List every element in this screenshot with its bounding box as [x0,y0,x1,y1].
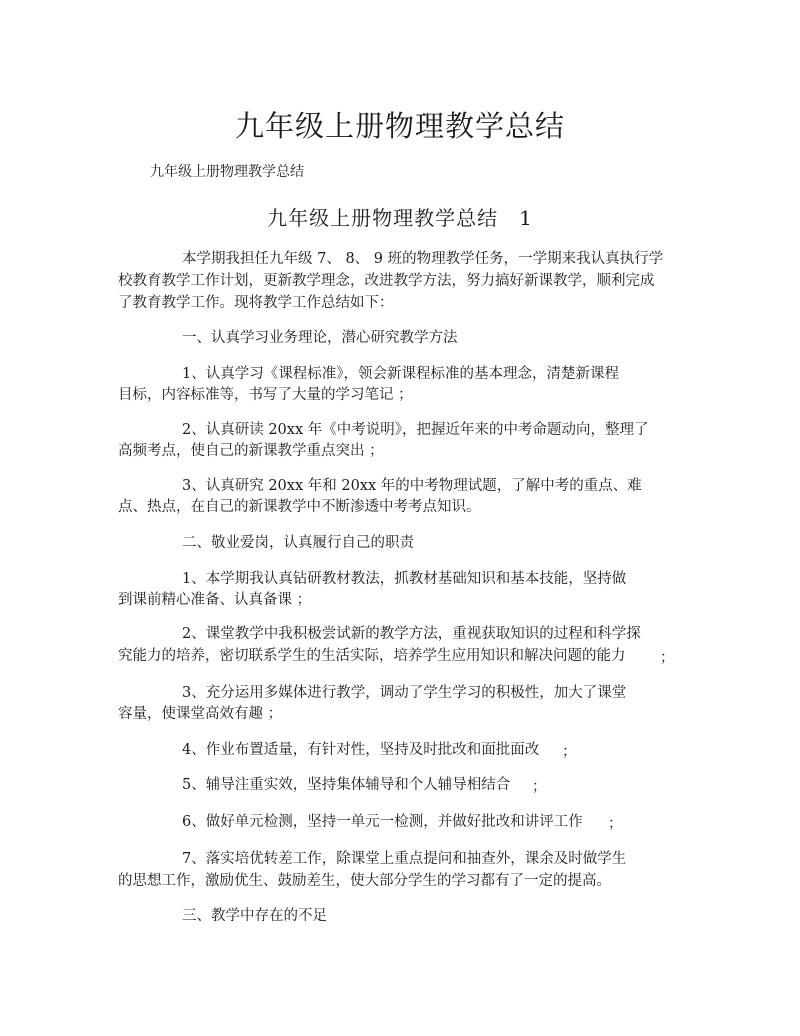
s2-item-6-line-1: 6、做好单元检测，坚持一单元一检测，并做好批改和讲评工作 [182,814,583,830]
s1-item-3-line-1: 3、认真研究 20xx 年和 20xx 年的中考物理试题，了解中考的重点、难 [182,478,642,494]
s2-item-5-line-1: 5、辅导注重实效，坚持集体辅导和个人辅导相结合 [182,777,511,793]
s1-item-2-line-2: 高频考点，使自己的新课教学重点突出 ； [118,443,384,459]
s2-item-3-line-2: 容量，使课堂高效有趣 ； [118,706,283,722]
document-subtitle: 九年级上册物理教学总结 [150,164,304,180]
s2-item-4-semicolon: ； [562,744,577,760]
section-1-title: 一、认真学习业务理论，潜心研究教学方法 [182,330,458,346]
document-title: 九年级上册物理教学总结 [234,109,565,143]
s2-item-2-line-1: 2、课堂教学中我积极尝试新的教学方法，重视获取知识的过程和科学探 [182,626,641,642]
intro-line-2: 校教育教学工作计划，更新教学理念，改进教学方法，努力搞好新课教学，顺利完成 [118,273,655,289]
s2-item-2-line-2: 究能力的培养，密切联系学生的生活实际，培养学生应用知识和解决问题的能力 [118,648,626,664]
s1-item-1-line-1: 1、认真学习《课程标准》，领会新课程标准的基本理念，清楚新课程 [182,366,619,382]
s2-item-2-semicolon: ； [660,650,675,666]
section-heading: 九年级上册物理教学总结 1 [267,206,533,230]
s1-item-3-line-2: 点、热点，在自己的新课教学中不断渗透中考考点知识。 [118,499,481,515]
s2-item-1-line-1: 1、本学期我认真钻研教材教法，抓教材基础知识和基本技能，坚持做 [182,571,627,587]
s2-item-3-line-1: 3、充分运用多媒体进行教学，调动了学生学习的积极性，加大了课堂 [182,685,627,701]
s1-item-2-line-1: 2、认真研读 20xx 年《中考说明》，把握近年来的中考命题动向，整理了 [182,422,649,438]
s2-item-7-line-2: 的思想工作，激励优生、鼓励差生，使大部分学生的学习都有了一定的提高。 [118,873,611,889]
intro-line-3: 了教育教学工作。现将教学工作总结如下： [118,295,394,311]
intro-line-1: 本学期我担任九年级 7、 8、 9 班的物理教学任务，一学期来我认真执行学 [182,251,664,267]
s2-item-6-semicolon: ； [608,816,623,832]
section-3-title: 三、教学中存在的不足 [182,908,327,924]
s2-item-7-line-1: 7、落实培优转差工作，除课堂上重点提问和抽查外，课余及时做学生 [182,851,627,867]
s2-item-5-semicolon: ； [532,779,547,795]
section-2-title: 二、敬业爱岗，认真履行自己的职责 [182,535,414,551]
s1-item-1-line-2: 目标，内容标准等，书写了大量的学习笔记 ； [118,387,413,403]
s2-item-4-line-1: 4、作业布置适量，有针对性，坚持及时批改和面批面改 [182,742,540,758]
s2-item-1-line-2: 到课前精心准备、认真备课 ； [118,592,312,608]
